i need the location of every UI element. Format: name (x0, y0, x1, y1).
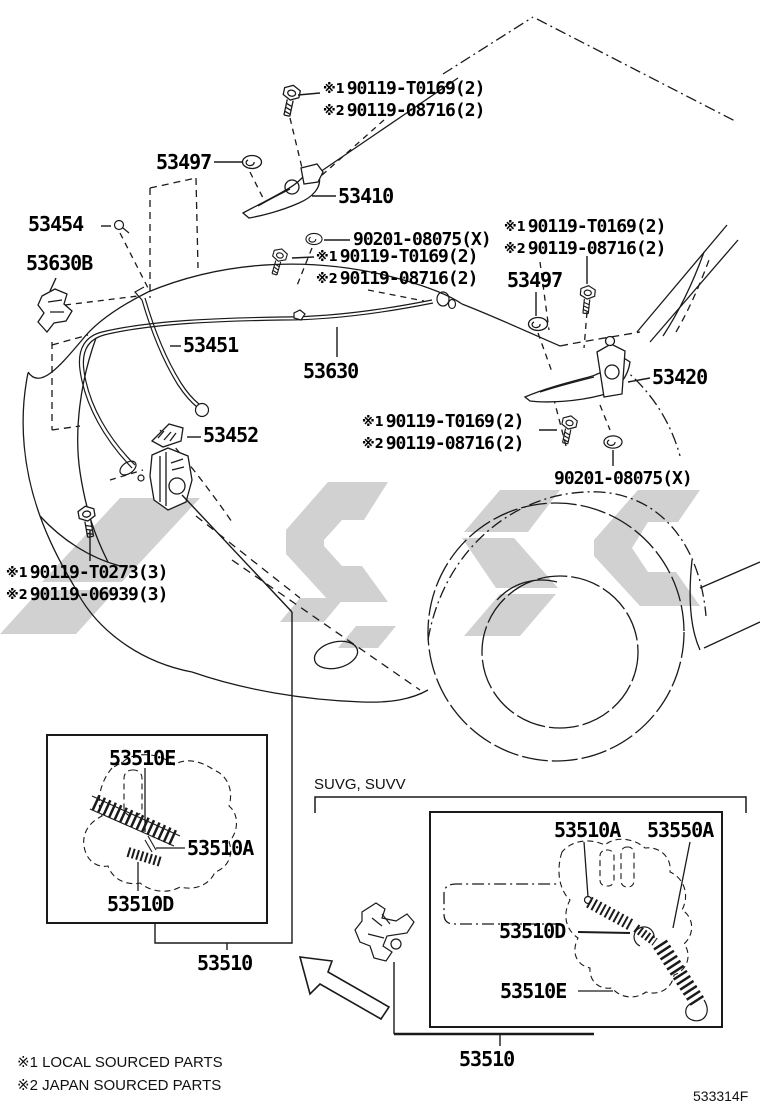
fastener-label-lower: ※1 90119-T0169(2) ※2 90119-08716(2) (362, 411, 524, 454)
hood-hinge-lh-drawing (243, 164, 323, 218)
clip-53630b-drawing (38, 289, 72, 332)
part-label-53510E-right: 53510E (500, 979, 567, 1003)
install-arrow (300, 957, 389, 1019)
part-label-53454: 53454 (28, 212, 84, 236)
fastener-label-top: ※1 90119-T0169(2) ※2 90119-08716(2) (323, 78, 485, 121)
part-label-53497-right: 53497 (507, 268, 563, 292)
part-label-53510D-right: 53510D (499, 919, 566, 943)
part-label-53510D-left: 53510D (107, 892, 174, 916)
part-label-53510E-left: 53510E (109, 746, 176, 770)
part-label-90201-right: 90201-08075(X) (554, 468, 692, 489)
part-label-53630: 53630 (303, 359, 359, 383)
latch-detail-drawing (355, 903, 414, 961)
footnote-japan-sourced: ※2 JAPAN SOURCED PARTS (17, 1077, 222, 1094)
part-label-90201-left: 90201-08075(X) (353, 229, 491, 250)
part-label-53510-left: 53510 (197, 951, 253, 975)
variant-bracket (315, 797, 746, 813)
rod-clip-53452-drawing (152, 424, 183, 447)
fastener-label-mid-left: ※1 90119-T0169(2) ※2 90119-08716(2) (316, 246, 478, 289)
variant-note: SUVG, SUVV (314, 776, 406, 793)
detail-box-right (430, 812, 722, 1027)
car-body-drawing (23, 17, 760, 761)
part-label-53510A-right: 53510A (554, 818, 621, 842)
sheet-code: 533314F (693, 1088, 749, 1104)
clip-53454-drawing (115, 221, 130, 234)
part-label-53452: 53452 (203, 423, 259, 447)
part-label-53510-right: 53510 (459, 1047, 515, 1071)
part-label-53550A-right: 53550A (647, 818, 714, 842)
hood-lock-drawing (150, 448, 192, 510)
fastener-label-mid-right: ※1 90119-T0169(2) ※2 90119-08716(2) (504, 216, 666, 259)
part-label-53510A-left: 53510A (187, 836, 254, 860)
part-label-53410: 53410 (338, 184, 394, 208)
footnote-local-sourced: ※1 LOCAL SOURCED PARTS (17, 1054, 223, 1071)
part-label-53451: 53451 (183, 333, 239, 357)
part-label-53630B: 53630B (26, 251, 93, 275)
part-label-53420: 53420 (652, 365, 708, 389)
part-label-53497-top: 53497 (156, 150, 212, 174)
fastener-label-lock: ※1 90119-T0273(3) ※2 90119-06939(3) (6, 562, 168, 605)
hood-hinge-rh-drawing (525, 337, 630, 402)
